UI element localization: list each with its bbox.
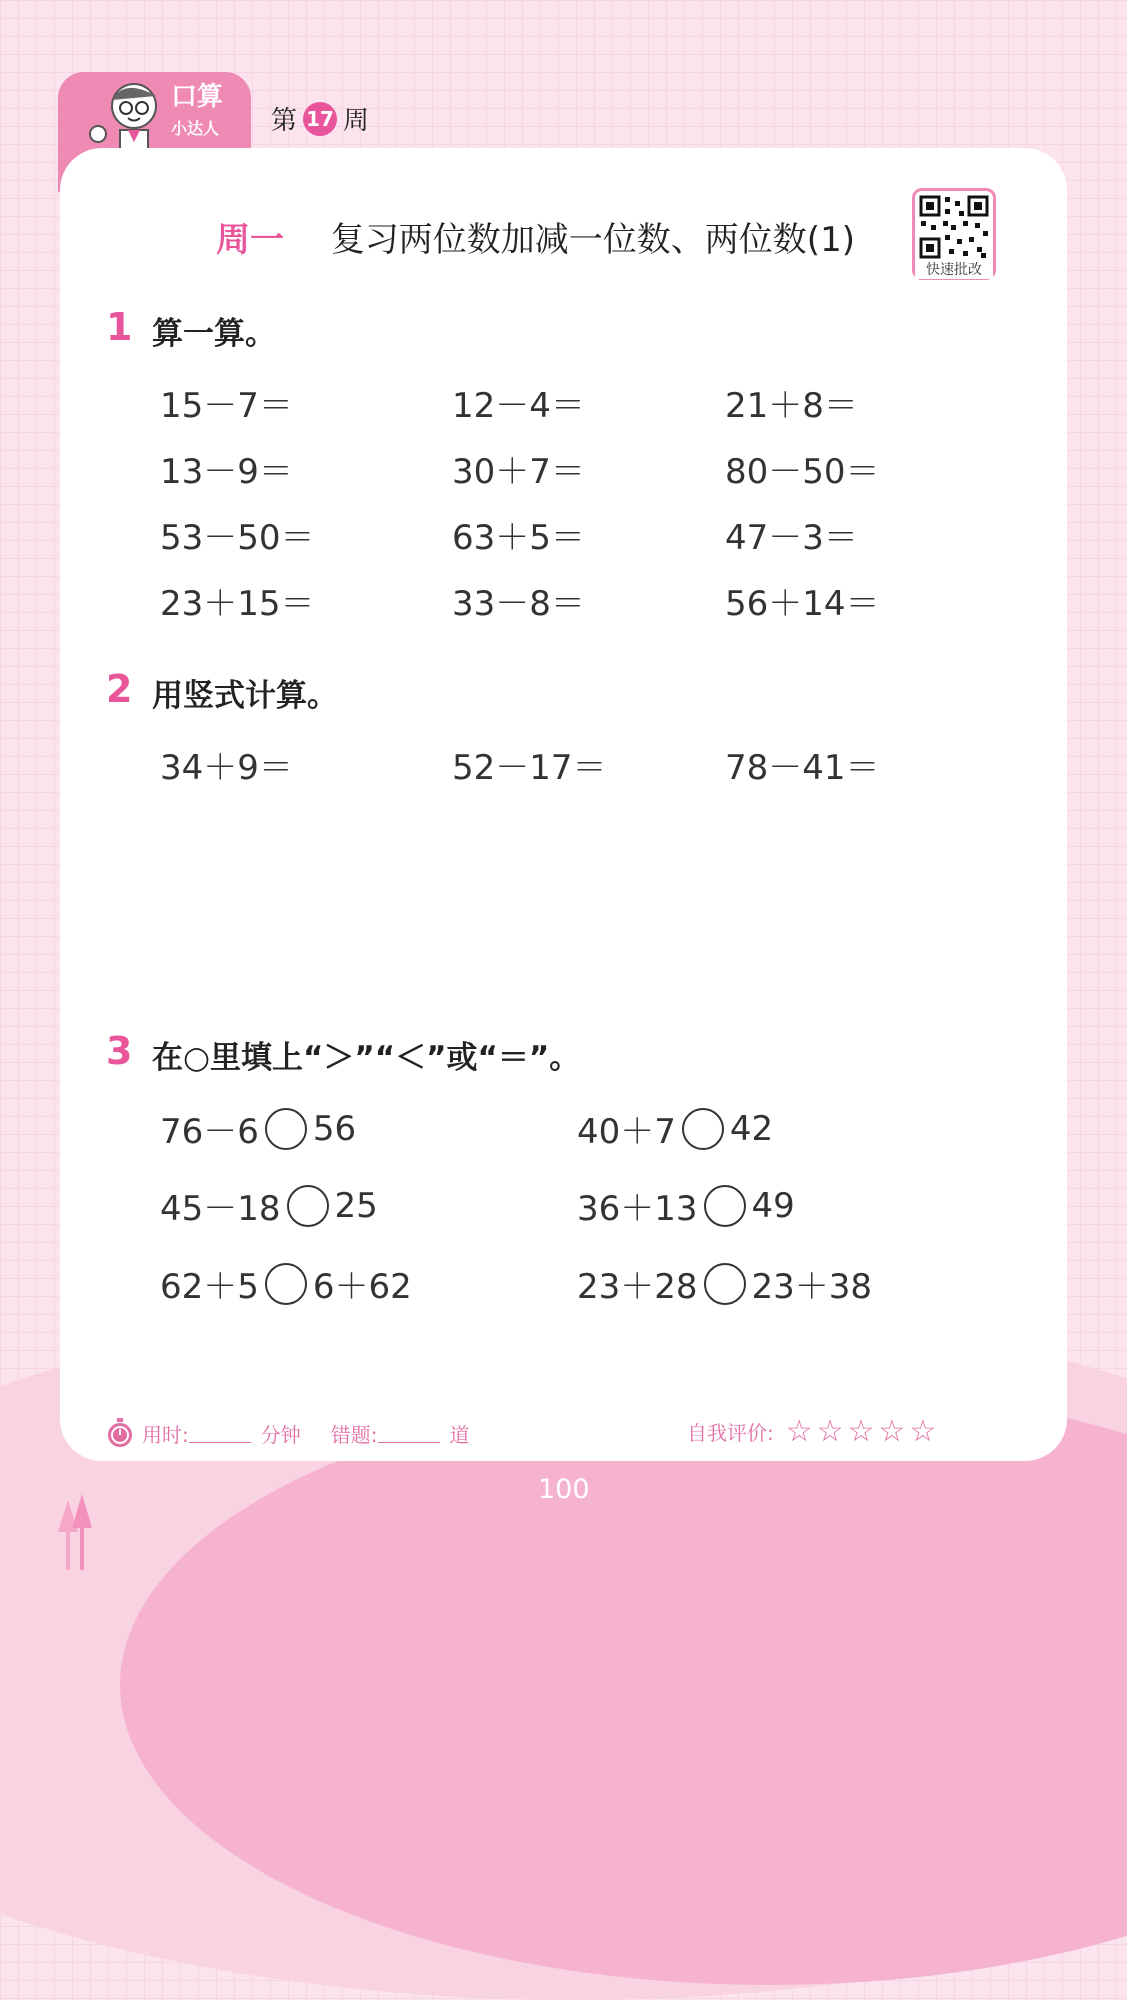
- week-prefix: 第: [271, 106, 298, 136]
- section-2-title: 用竖式计算。: [152, 678, 338, 714]
- section-1-number: 1: [106, 305, 133, 349]
- problem-expression: 33－8＝: [452, 584, 585, 624]
- time-label: 用时:: [142, 1422, 189, 1447]
- stopwatch-icon: [106, 1418, 134, 1448]
- comparison-item: [160, 1181, 378, 1230]
- problem-expression: 56＋14＝: [725, 584, 880, 624]
- vertical-problem: 34＋9＝: [160, 748, 293, 788]
- problem-expression: 30＋7＝: [452, 452, 585, 492]
- qr-code-icon: [915, 193, 993, 261]
- problem-expression: 23＋15＝: [160, 584, 315, 624]
- comparison-left: 40＋7: [577, 1112, 676, 1152]
- qr-label: 快速批改: [915, 259, 993, 279]
- comparison-right: 49: [751, 1185, 795, 1226]
- problem-expression: 47－3＝: [725, 518, 858, 558]
- section-3-title: 在○里填上“＞”“＜”或“＝”。: [152, 1040, 581, 1076]
- answer-circle[interactable]: [704, 1185, 746, 1227]
- page-title: [216, 212, 855, 261]
- answer-circle[interactable]: [682, 1108, 724, 1150]
- problem-expression: 21＋8＝: [725, 386, 858, 426]
- comparison-left: 62＋5: [160, 1267, 259, 1307]
- comparison-right: 25: [334, 1185, 378, 1226]
- rating-label: 自我评价:: [687, 1421, 774, 1445]
- page-number: 100: [538, 1474, 590, 1505]
- comparison-right: 42: [729, 1108, 774, 1149]
- comparison-left: 45－18: [160, 1189, 281, 1229]
- qr-code[interactable]: [912, 188, 996, 280]
- title-topic: 复习两位数加减一位数、两位数(1): [330, 220, 855, 260]
- comparison-item: [577, 1104, 773, 1153]
- comparison-left: 76－6: [160, 1112, 259, 1152]
- self-rating: [687, 1414, 940, 1449]
- section-3-number: 3: [106, 1029, 133, 1073]
- comparison-left: 36＋13: [577, 1189, 698, 1229]
- tab-title: 口算: [171, 82, 224, 112]
- comparison-item: [160, 1259, 412, 1308]
- week-number-badge: 17: [303, 102, 337, 136]
- footer-stats: [106, 1418, 470, 1448]
- errors-label: 错题:: [330, 1422, 378, 1447]
- comparison-right: 6＋62: [312, 1267, 412, 1307]
- problem-expression: 12－4＝: [452, 386, 585, 426]
- problem-expression: 13－9＝: [160, 452, 293, 492]
- problem-expression: 80－50＝: [725, 452, 880, 492]
- vertical-problem: 52－17＝: [452, 748, 607, 788]
- section-1-title: 算一算。: [152, 316, 276, 352]
- comparison-left: 23＋28: [577, 1267, 698, 1307]
- comparison-item: [577, 1181, 795, 1230]
- time-blank[interactable]: [189, 1424, 251, 1443]
- answer-circle[interactable]: [287, 1185, 329, 1227]
- rating-stars[interactable]: ☆☆☆☆☆: [785, 1414, 941, 1449]
- time-unit: 分钟: [260, 1422, 301, 1447]
- comparison-right: 56: [312, 1108, 357, 1149]
- answer-circle[interactable]: [265, 1108, 307, 1150]
- answer-circle[interactable]: [265, 1263, 307, 1305]
- problem-expression: 63＋5＝: [452, 518, 585, 558]
- week-suffix: 周: [343, 106, 370, 136]
- errors-blank[interactable]: [378, 1424, 440, 1443]
- problem-expression: 53－50＝: [160, 518, 315, 558]
- title-day: 周一: [216, 220, 284, 260]
- vertical-problem: 78－41＝: [725, 748, 880, 788]
- comparison-item: [160, 1104, 356, 1153]
- arrow-decoration-icon: [54, 1492, 98, 1570]
- comparison-item: [577, 1259, 872, 1308]
- errors-unit: 道: [449, 1422, 470, 1447]
- problem-expression: 15－7＝: [160, 386, 293, 426]
- tab-subtitle: 小达人: [171, 119, 220, 138]
- comparison-right: 23＋38: [751, 1267, 873, 1307]
- week-indicator: [271, 100, 369, 137]
- section-2-number: 2: [106, 667, 133, 711]
- answer-circle[interactable]: [704, 1263, 746, 1305]
